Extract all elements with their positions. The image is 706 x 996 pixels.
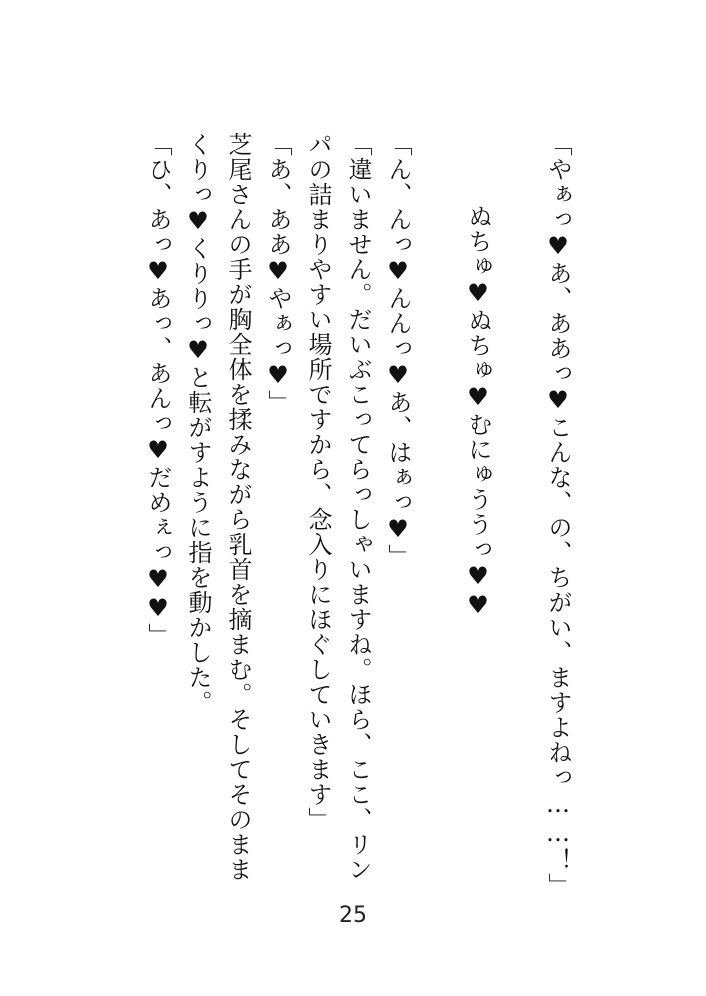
sound-effect-line: ぬちゅ♥ぬちゅ♥むにゅううっ♥♥: [464, 204, 492, 620]
dialogue-line: 「ひ、あっ♥あっ、あんっ♥だめぇっ♥♥」: [144, 132, 172, 648]
dialogue-line: 「やぁっ♥あ、ああっ♥こんな、の、ちがい、ますよねっ……！」: [544, 132, 572, 898]
narration-line: 芝尾さんの手が胸全体を揉みながら乳首を摘まむ。そしてそのままくりっ♥くりりっ♥と転がすように指を動かした。: [184, 132, 252, 882]
blank-line: [418, 132, 458, 892]
dialogue-line: 「違いません。だいぶこってらっしゃいますね。ほら、ここ、リンパの詰まりやすい場所ですから、念入りにほぐしていきます」: [304, 132, 372, 882]
dialogue-line: 「あ、ああ♥やぁっ♥」: [264, 132, 292, 415]
vertical-text-block: [138, 132, 578, 898]
page-number: 25: [339, 903, 367, 928]
dialogue-line: 「ん、んっ♥んんっ♥あ、はぁっ♥」: [384, 132, 412, 569]
blank-line: [498, 132, 538, 892]
